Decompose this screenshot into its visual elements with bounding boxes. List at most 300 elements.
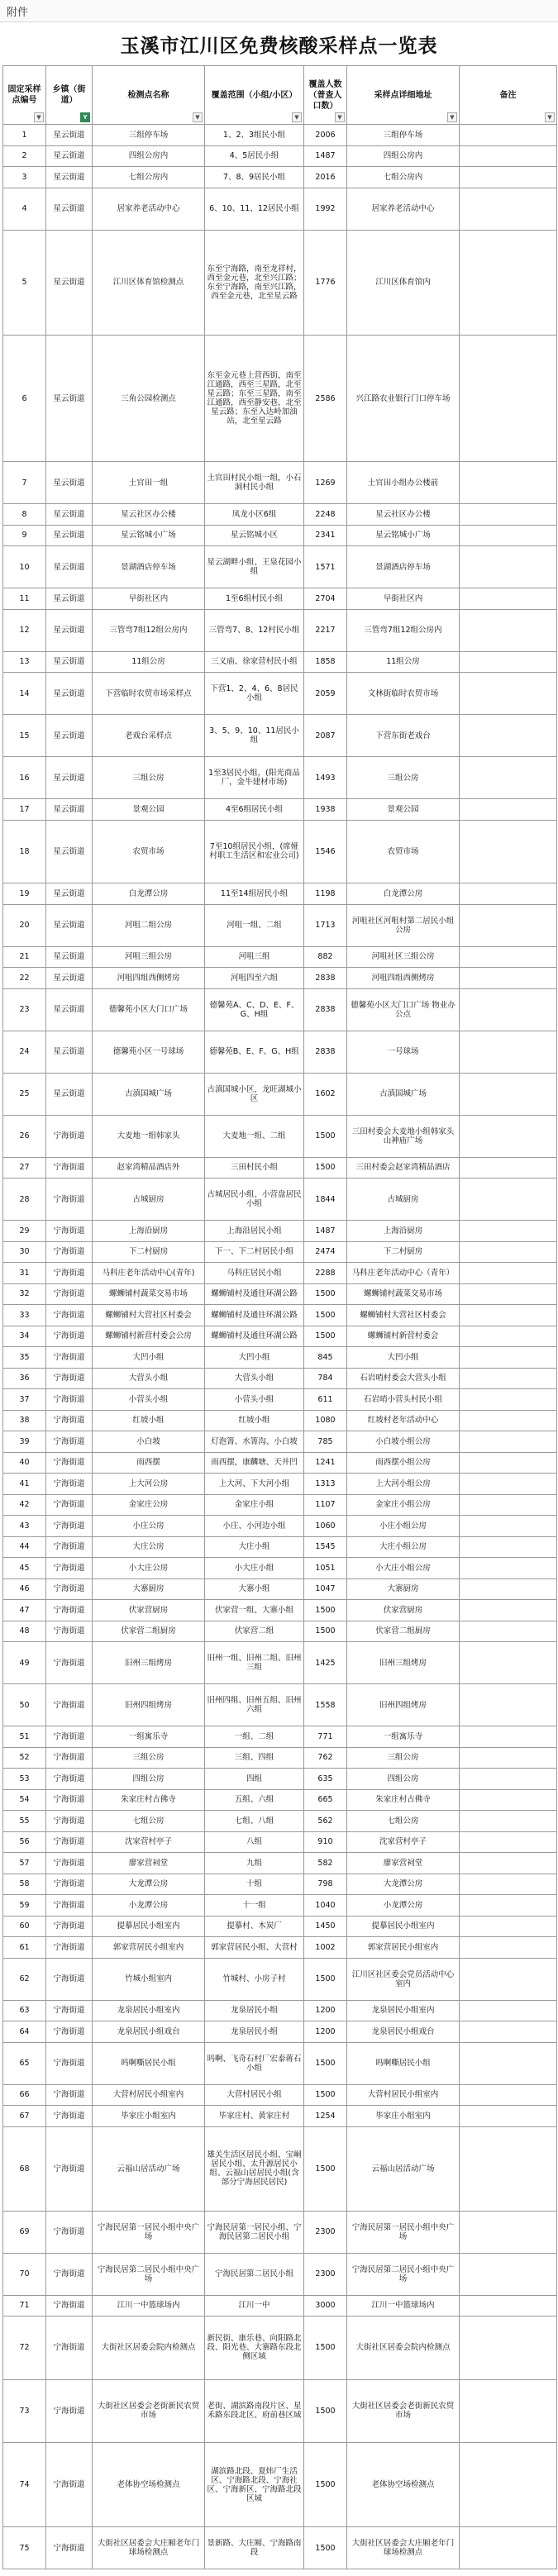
- table-row: [3, 1115, 557, 1157]
- cell-remarks: [460, 651, 557, 673]
- top-label: 附件: [0, 0, 558, 22]
- cell-town: 星云街道: [46, 336, 93, 462]
- filter-active-icon[interactable]: Y: [80, 112, 90, 122]
- cell-coverage: 八组: [205, 1831, 304, 1853]
- cell-site-name: 老体协空场检测点: [93, 2443, 205, 2527]
- cell-address: 雨西摆小组公房: [347, 1452, 460, 1474]
- cell-town: 宁海街道: [46, 1811, 93, 1832]
- cell-site-name: 宁海民居第一居民小组中央广场: [93, 2211, 205, 2253]
- cell-remarks: [460, 2527, 557, 2569]
- cell-population: 1500: [304, 1305, 347, 1326]
- cell-remarks: [460, 946, 557, 968]
- cell-id: 72: [3, 2316, 46, 2380]
- cell-town: 宁海街道: [46, 1937, 93, 1959]
- cell-coverage: 7至10组居民小组，(席娅村职工生活区和宏业公司): [205, 820, 304, 883]
- page-title: 玉溪市江川区免费核酸采样点一览表: [120, 34, 438, 57]
- cell-town: 宁海街道: [46, 1916, 93, 1937]
- cell-remarks: [460, 1178, 557, 1221]
- cell-coverage: 大凹小组: [205, 1347, 304, 1369]
- cell-town: 宁海街道: [46, 1578, 93, 1600]
- col-header-label: 检测点名称: [127, 90, 169, 100]
- cell-population: 1051: [304, 1558, 347, 1579]
- col-header-town: [46, 66, 93, 125]
- cell-population: 1500: [304, 2527, 347, 2569]
- cell-site-name: 旧州三组烤房: [93, 1642, 205, 1684]
- cell-coverage: 伏家营二组: [205, 1621, 304, 1642]
- cell-id: 42: [3, 1494, 46, 1516]
- cell-site-name: 大营头小组: [93, 1368, 205, 1389]
- table-row: [3, 2295, 557, 2316]
- cell-id: 75: [3, 2527, 46, 2569]
- table-row: [3, 1474, 557, 1495]
- cell-address: 江川区体育馆内: [347, 230, 460, 336]
- cell-site-name: 小营头小组: [93, 1389, 205, 1411]
- cell-coverage: 九组: [205, 1853, 304, 1874]
- cell-coverage: 小庄、小河边小组: [205, 1516, 304, 1537]
- cell-town: 星云街道: [46, 167, 93, 188]
- cell-coverage: 1至3居民小组，(阳光商品厂，金牛建材市场): [205, 757, 304, 799]
- cell-town: 星云街道: [46, 188, 93, 230]
- cell-coverage: 星云铭城小区: [205, 525, 304, 546]
- cell-remarks: [460, 2295, 557, 2316]
- table-row: [3, 1326, 557, 1347]
- cell-population: 910: [304, 1831, 347, 1853]
- cell-remarks: [460, 1115, 557, 1157]
- cell-coverage: 郭家营居民小组、大营村: [205, 1937, 304, 1959]
- cell-site-name: 河咀二组公房: [93, 904, 205, 946]
- cell-population: 1500: [304, 2042, 347, 2084]
- cell-site-name: 景观公园: [93, 799, 205, 821]
- cell-population: 2300: [304, 2211, 347, 2253]
- cell-remarks: [460, 2443, 557, 2527]
- cell-remarks: [460, 1516, 557, 1537]
- cell-town: 星云街道: [46, 673, 93, 715]
- cell-population: 1500: [304, 2126, 347, 2211]
- table-row: [3, 2042, 557, 2084]
- cell-town: 宁海街道: [46, 1684, 93, 1726]
- col-header-label: 采样点详细地址: [374, 90, 432, 100]
- cell-remarks: [460, 462, 557, 504]
- filter-dropdown-icon[interactable]: ▼: [193, 112, 203, 122]
- cell-address: 大庄小组公房: [347, 1536, 460, 1558]
- cell-address: 宁海民居第一居民小组中央广场: [347, 2211, 460, 2253]
- cell-remarks: [460, 1937, 557, 1959]
- cell-id: 28: [3, 1178, 46, 1221]
- col-header-label: 固定采样点编号: [7, 85, 41, 105]
- cell-coverage: 新民街、康乐巷、向阳路北段、阳光巷、大寨路东段北侧区域: [205, 2316, 304, 2380]
- cell-town: 星云街道: [46, 799, 93, 821]
- cell-coverage: 小大庄小组: [205, 1558, 304, 1579]
- cell-address: 马科庄老年活动中心（青年）: [347, 1263, 460, 1284]
- cell-coverage: 灯泡箐、水箐沟、小白坡: [205, 1431, 304, 1453]
- cell-remarks: [460, 145, 557, 167]
- cell-town: 宁海街道: [46, 1115, 93, 1157]
- cell-population: 1493: [304, 757, 347, 799]
- cell-address: 古城厨房: [347, 1178, 460, 1221]
- table-row: [3, 504, 557, 526]
- cell-site-name: 龙泉居民小组戏台: [93, 2021, 205, 2043]
- table-row: [3, 546, 557, 588]
- cell-site-name: 雨西摆: [93, 1452, 205, 1474]
- cell-id: 23: [3, 988, 46, 1031]
- cell-population: 1546: [304, 820, 347, 883]
- cell-id: 34: [3, 1326, 46, 1347]
- cell-site-name: 红坡小组: [93, 1410, 205, 1431]
- cell-population: 1558: [304, 1684, 347, 1726]
- cell-site-name: 大庄公房: [93, 1536, 205, 1558]
- cell-site-name: 居家养老活动中心: [93, 188, 205, 230]
- cell-site-name: 上大河公房: [93, 1474, 205, 1495]
- table-row: [3, 1263, 557, 1284]
- cell-remarks: [460, 1621, 557, 1642]
- cell-address: 廖家营祠堂: [347, 1853, 460, 1874]
- cell-population: 2006: [304, 125, 347, 146]
- cell-town: 宁海街道: [46, 1874, 93, 1895]
- cell-remarks: [460, 1474, 557, 1495]
- cell-town: 宁海街道: [46, 2000, 93, 2021]
- cell-population: 1545: [304, 1536, 347, 1558]
- cell-remarks: [460, 1578, 557, 1600]
- cell-id: 15: [3, 715, 46, 757]
- cell-population: 1080: [304, 1410, 347, 1431]
- cell-remarks: [460, 1305, 557, 1326]
- table-row: [3, 883, 557, 905]
- cell-id: 39: [3, 1431, 46, 1453]
- cell-site-name: 一组寓乐寺: [93, 1726, 205, 1748]
- cell-address: 三组公房: [347, 757, 460, 799]
- cell-population: 784: [304, 1368, 347, 1389]
- col-header-label: 备注: [499, 90, 517, 100]
- cell-id: 54: [3, 1789, 46, 1811]
- cell-site-name: 农贸市场: [93, 820, 205, 883]
- cell-population: 1500: [304, 1600, 347, 1621]
- cell-population: 2838: [304, 968, 347, 989]
- cell-coverage: 螺蛳铺村及通往环湖公路: [205, 1326, 304, 1347]
- cell-id: 57: [3, 1853, 46, 1874]
- cell-coverage: 1、2、3组民小组: [205, 125, 304, 146]
- cell-coverage: 竹城村、小房子村: [205, 1958, 304, 2000]
- cell-remarks: [460, 1895, 557, 1917]
- cell-address: 下二村厨房: [347, 1241, 460, 1263]
- cell-population: 3000: [304, 2295, 347, 2316]
- cell-address: 郭家营居民小组室内: [347, 1937, 460, 1959]
- table-row: [3, 1283, 557, 1305]
- table-row: [3, 1789, 557, 1811]
- cell-site-name: 早街社区内: [93, 588, 205, 610]
- cell-address: 小大庄小组公房: [347, 1558, 460, 1579]
- cell-coverage: 龙泉居民小组: [205, 2021, 304, 2043]
- cell-coverage: 小营头小组: [205, 1389, 304, 1411]
- cell-population: 2586: [304, 336, 347, 462]
- cell-site-name: 河咀三组公房: [93, 946, 205, 968]
- cell-id: 36: [3, 1368, 46, 1389]
- cell-remarks: [460, 1789, 557, 1811]
- table-row: [3, 757, 557, 799]
- cell-id: 70: [3, 2253, 46, 2295]
- cell-site-name: 德馨苑小区一号球场: [93, 1031, 205, 1073]
- filter-dropdown-icon[interactable]: ▼: [545, 112, 555, 122]
- cell-id: 64: [3, 2021, 46, 2043]
- table-row: [3, 2021, 557, 2043]
- cell-remarks: [460, 799, 557, 821]
- table-row: [3, 2379, 557, 2443]
- cell-population: 1776: [304, 230, 347, 336]
- cell-coverage: 土官田村民小组一组，小石洞村民小组: [205, 462, 304, 504]
- cell-id: 27: [3, 1157, 46, 1178]
- cell-remarks: [460, 968, 557, 989]
- cell-coverage: 一组、二组: [205, 1726, 304, 1748]
- cell-id: 58: [3, 1874, 46, 1895]
- cell-town: 宁海街道: [46, 1410, 93, 1431]
- cell-address: 农贸市场: [347, 820, 460, 883]
- cell-town: 宁海街道: [46, 1431, 93, 1453]
- cell-site-name: 旧州四组烤房: [93, 1684, 205, 1726]
- cell-address: 小庄小组公房: [347, 1516, 460, 1537]
- table-row: [3, 1368, 557, 1389]
- cell-coverage: 东至金元巷上营西街，南至江通路，西至三星路，北至星云路；东至三星路，南至江通路，西至静安巷，北至星云路；东至入达岭加油站，北至星云路: [205, 336, 304, 462]
- cell-town: 宁海街道: [46, 1558, 93, 1579]
- cell-town: 宁海街道: [46, 2527, 93, 2569]
- cell-population: 1500: [304, 2084, 347, 2106]
- table-row: [3, 651, 557, 673]
- cell-remarks: [460, 2042, 557, 2084]
- cell-population: 1500: [304, 1958, 347, 2000]
- cell-remarks: [460, 2000, 557, 2021]
- table-row: [3, 609, 557, 651]
- cell-town: 宁海街道: [46, 1621, 93, 1642]
- cell-population: 1107: [304, 1494, 347, 1516]
- cell-coverage: 河咀四至六组: [205, 968, 304, 989]
- table-row: [3, 1516, 557, 1537]
- cell-town: 宁海街道: [46, 2443, 93, 2527]
- cell-id: 59: [3, 1895, 46, 1917]
- cell-id: 5: [3, 230, 46, 336]
- cell-id: 52: [3, 1747, 46, 1769]
- table-row: [3, 904, 557, 946]
- cell-address: 朱家庄村古佛寺: [347, 1789, 460, 1811]
- cell-address: 江川一中篮球场内: [347, 2295, 460, 2316]
- cell-address: 景观公园: [347, 799, 460, 821]
- cell-id: 30: [3, 1241, 46, 1263]
- cell-population: 635: [304, 1769, 347, 1790]
- cell-town: 星云街道: [46, 609, 93, 651]
- cell-address: 一号球场: [347, 1031, 460, 1073]
- cell-town: 星云街道: [46, 1031, 93, 1073]
- cell-id: 66: [3, 2084, 46, 2106]
- cell-site-name: 下二村厨房: [93, 1241, 205, 1263]
- col-header-label: 乡镇（街道）: [52, 85, 86, 105]
- cell-town: 星云街道: [46, 946, 93, 968]
- cell-id: 73: [3, 2379, 46, 2443]
- cell-coverage: 十组: [205, 1874, 304, 1895]
- cell-address: 大寨厨房: [347, 1578, 460, 1600]
- cell-town: 星云街道: [46, 1073, 93, 1115]
- cell-site-name: 四组公房: [93, 1769, 205, 1790]
- cell-population: 562: [304, 1811, 347, 1832]
- cell-coverage: 大营村居民小组: [205, 2084, 304, 2106]
- cell-remarks: [460, 1558, 557, 1579]
- cell-id: 9: [3, 525, 46, 546]
- cell-coverage: 1至6组村民小组: [205, 588, 304, 610]
- cell-remarks: [460, 2106, 557, 2127]
- cell-id: 53: [3, 1769, 46, 1790]
- cell-coverage: 三组、四组: [205, 1747, 304, 1769]
- cell-id: 68: [3, 2126, 46, 2211]
- cell-population: 611: [304, 1389, 347, 1411]
- cell-id: 16: [3, 757, 46, 799]
- table-row: [3, 462, 557, 504]
- filter-dropdown-icon[interactable]: ▼: [335, 112, 345, 122]
- filter-dropdown-icon[interactable]: ▼: [292, 112, 302, 122]
- cell-remarks: [460, 2253, 557, 2295]
- table-row: [3, 588, 557, 610]
- cell-site-name: 大街社区居委会老街新民农贸市场: [93, 2379, 205, 2443]
- cell-town: 星云街道: [46, 904, 93, 946]
- table-row: [3, 1452, 557, 1474]
- filter-dropdown-icon[interactable]: ▼: [34, 112, 44, 122]
- cell-id: 21: [3, 946, 46, 968]
- cell-site-name: 古滇国城广场: [93, 1073, 205, 1115]
- cell-address: 文林街临时农贸市场: [347, 673, 460, 715]
- cell-population: 2474: [304, 1241, 347, 1263]
- cell-id: 62: [3, 1958, 46, 2000]
- cell-site-name: 吗啊嘶居民小组: [93, 2042, 205, 2084]
- cell-site-name: 龙泉居民小组室内: [93, 2000, 205, 2021]
- cell-coverage: 三管弯7、8、12村民小组: [205, 609, 304, 651]
- table-row: [3, 1494, 557, 1516]
- cell-address: 土官田小组办公楼前: [347, 462, 460, 504]
- table-row: [3, 1853, 557, 1874]
- cell-address: 三田村委会赵家湾精品酒店: [347, 1157, 460, 1178]
- cell-site-name: 赵家湾精品酒店外: [93, 1157, 205, 1178]
- cell-remarks: [460, 1600, 557, 1621]
- cell-remarks: [460, 588, 557, 610]
- cell-id: 50: [3, 1684, 46, 1726]
- cell-remarks: [460, 1431, 557, 1453]
- cell-town: 宁海街道: [46, 1516, 93, 1537]
- cell-address: 云福山居活动广场: [347, 2126, 460, 2211]
- cell-id: 7: [3, 462, 46, 504]
- cell-site-name: 小大庄公房: [93, 1558, 205, 1579]
- cell-site-name: 星云铭城小广场: [93, 525, 205, 546]
- table-row: [3, 2000, 557, 2021]
- cell-site-name: 大麦地一组韩家头: [93, 1115, 205, 1157]
- cell-address: 古滇国城广场: [347, 1073, 460, 1115]
- cell-address: 吗啊嘶居民小组: [347, 2042, 460, 2084]
- cell-address: 河咀四组西侧烤房: [347, 968, 460, 989]
- cell-address: 三田村委会大麦地小组韩家头山神庙广场: [347, 1115, 460, 1157]
- cell-remarks: [460, 1452, 557, 1474]
- cell-id: 18: [3, 820, 46, 883]
- cell-remarks: [460, 1726, 557, 1748]
- cell-town: 宁海街道: [46, 1178, 93, 1221]
- cell-site-name: 小龙潭公房: [93, 1895, 205, 1917]
- cell-population: 845: [304, 1347, 347, 1369]
- cell-population: 2838: [304, 988, 347, 1031]
- cell-site-name: 三角公园检测点: [93, 336, 205, 462]
- col-header-label: 覆盖范围（小组/小区）: [211, 90, 298, 100]
- cell-id: 2: [3, 145, 46, 167]
- cell-town: 宁海街道: [46, 1389, 93, 1411]
- cell-site-name: 小庄公房: [93, 1516, 205, 1537]
- cell-coverage: 雨西摆，康麟塘、天井凹: [205, 1452, 304, 1474]
- table-row: [3, 1726, 557, 1748]
- cell-site-name: 下营临时农贸市场采样点: [93, 673, 205, 715]
- table-row: [3, 2443, 557, 2527]
- cell-coverage: 11至14组居民小组: [205, 883, 304, 905]
- cell-coverage: 伏家营一组、大寨小组: [205, 1600, 304, 1621]
- cell-address: 大凹小组: [347, 1347, 460, 1369]
- cell-coverage: 龙泉居民小组: [205, 2000, 304, 2021]
- cell-coverage: 上海沿居民小组: [205, 1221, 304, 1242]
- cell-id: 35: [3, 1347, 46, 1369]
- cell-remarks: [460, 2211, 557, 2253]
- table-row: [3, 1600, 557, 1621]
- cell-remarks: [460, 336, 557, 462]
- cell-coverage: 下营1、2、4、6、8居民小组: [205, 673, 304, 715]
- cell-address: 石岩哨小营头村民小组: [347, 1389, 460, 1411]
- cell-population: 2288: [304, 1263, 347, 1284]
- cell-remarks: [460, 1536, 557, 1558]
- cell-population: 2704: [304, 588, 347, 610]
- cell-coverage: 大麦地一组、二组: [205, 1115, 304, 1157]
- cell-remarks: [460, 1073, 557, 1115]
- cell-town: 宁海街道: [46, 1263, 93, 1284]
- cell-address: 三组停车场: [347, 125, 460, 146]
- cell-coverage: 古滇国城小区，龙旺湖城小区: [205, 1073, 304, 1115]
- cell-population: 582: [304, 1853, 347, 1874]
- table-row: [3, 1747, 557, 1769]
- cell-address: 小龙潭公房: [347, 1895, 460, 1917]
- table-row: [3, 1157, 557, 1178]
- cell-site-name: 河咀四组西侧烤房: [93, 968, 205, 989]
- cell-population: 2217: [304, 609, 347, 651]
- cell-id: 55: [3, 1811, 46, 1832]
- cell-town: 星云街道: [46, 883, 93, 905]
- cell-town: 宁海街道: [46, 1600, 93, 1621]
- cell-town: 宁海街道: [46, 1853, 93, 1874]
- cell-coverage: 马科庄居民小组: [205, 1263, 304, 1284]
- cell-address: 伏家营二组厨房: [347, 1621, 460, 1642]
- cell-population: 1602: [304, 1073, 347, 1115]
- cell-site-name: 老戏台采样点: [93, 715, 205, 757]
- table-row: [3, 946, 557, 968]
- cell-population: 665: [304, 1789, 347, 1811]
- cell-address: 11组公房: [347, 651, 460, 673]
- cell-remarks: [460, 125, 557, 146]
- cell-remarks: [460, 1958, 557, 2000]
- table-row: [3, 820, 557, 883]
- cell-id: 10: [3, 546, 46, 588]
- cell-address: 七组公房: [347, 1811, 460, 1832]
- cell-site-name: 七组公房: [93, 1811, 205, 1832]
- table-row: [3, 1241, 557, 1263]
- table-row: [3, 1916, 557, 1937]
- cell-remarks: [460, 988, 557, 1031]
- cell-population: 1844: [304, 1178, 347, 1221]
- cell-town: 宁海街道: [46, 2021, 93, 2043]
- cell-site-name: 廖家营祠堂: [93, 1853, 205, 1874]
- table-row: [3, 336, 557, 462]
- cell-town: 宁海街道: [46, 1958, 93, 2000]
- cell-population: 1241: [304, 1452, 347, 1474]
- table-row: [3, 968, 557, 989]
- cell-id: 67: [3, 2106, 46, 2127]
- cell-site-name: 马科庄老年活动中心(青年): [93, 1263, 205, 1284]
- cell-address: 一组寓乐寺: [347, 1726, 460, 1748]
- filter-dropdown-icon[interactable]: ▼: [447, 112, 457, 122]
- cell-town: 星云街道: [46, 145, 93, 167]
